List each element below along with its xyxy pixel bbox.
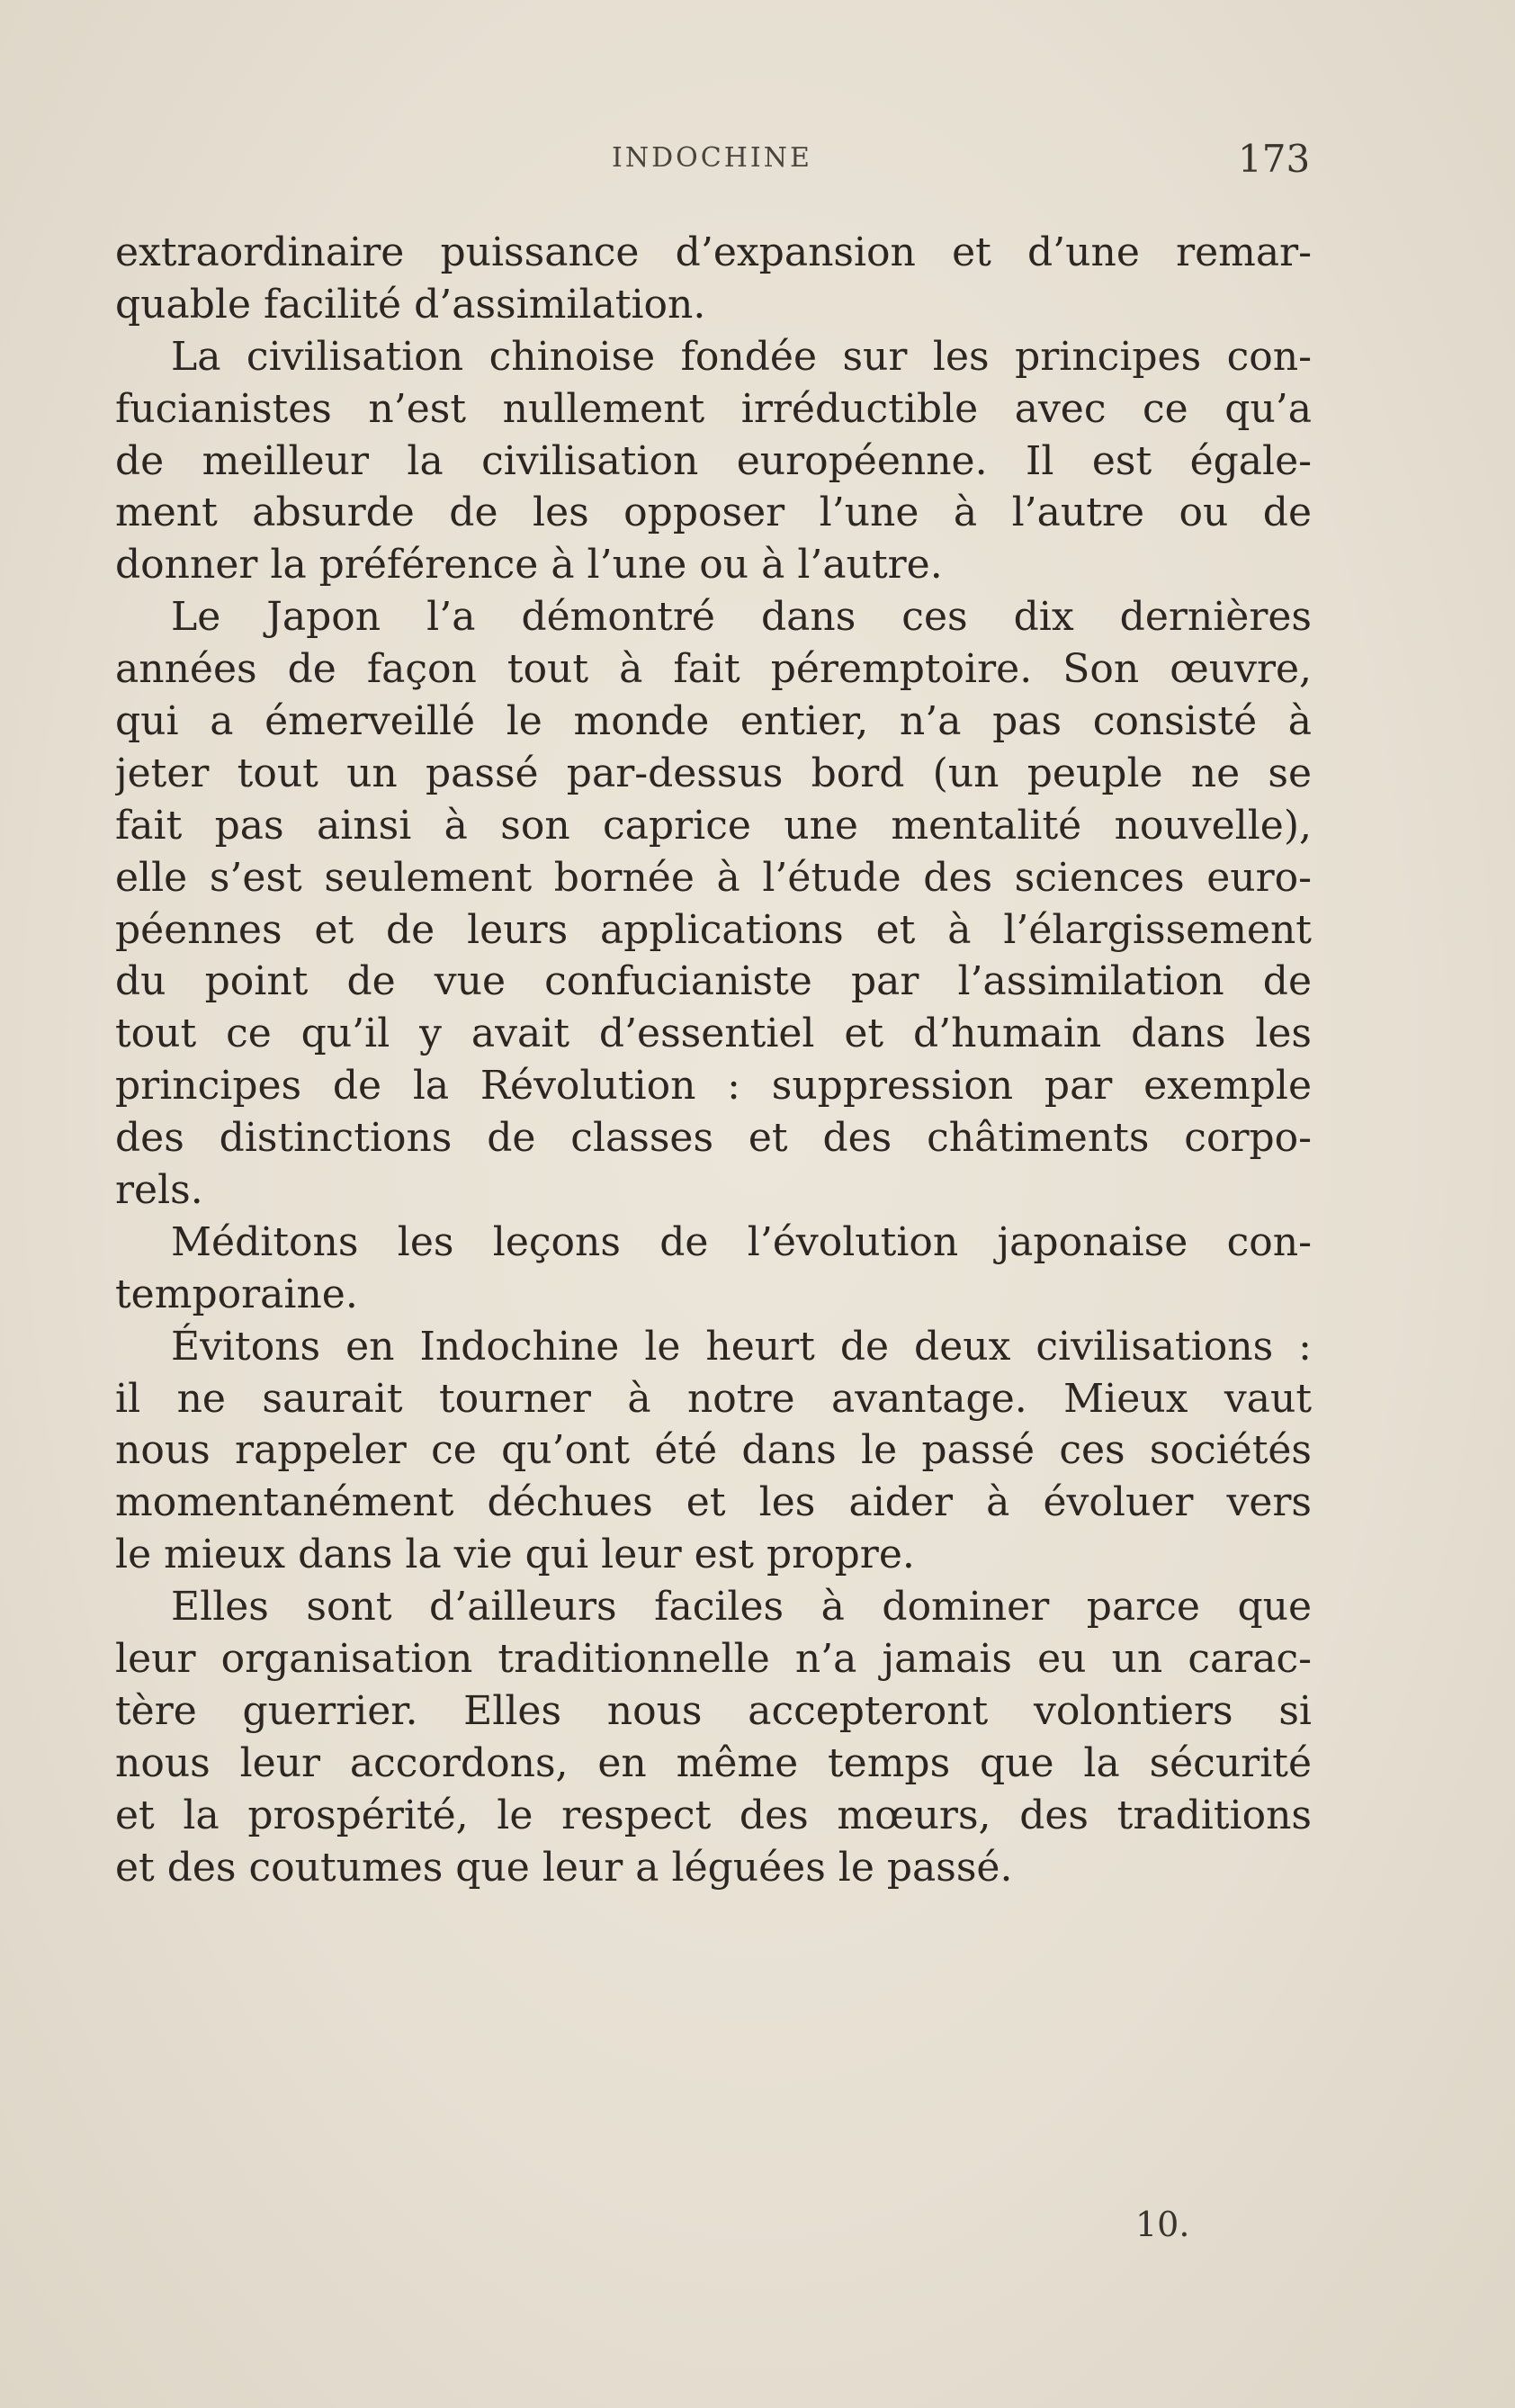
text-line: rels. <box>115 1167 203 1214</box>
text-line: elle s’est seulement bornée à l’étude des sciences euro- <box>115 854 1312 901</box>
text-line: donner la préférence à l’une ou à l’autre. <box>115 542 943 589</box>
text-line: il ne saurait tourner à notre avantage. Mieux vaut <box>115 1375 1312 1422</box>
text-line: Le Japon l’a démontré dans ces dix dernières <box>171 594 1312 641</box>
text-line: nous rappeler ce qu’ont été dans le passé ces sociétés <box>115 1427 1312 1474</box>
text-line: La civilisation chinoise fondée sur les principes con- <box>171 333 1312 380</box>
text-line: et des coutumes que leur a léguées le passé. <box>115 1844 1013 1891</box>
text-line: temporaine. <box>115 1271 358 1317</box>
text-line: qui a émerveillé le monde entier, n’a pas consisté à <box>115 698 1312 745</box>
text-line: principes de la Révolution : suppression par exemple <box>115 1063 1312 1110</box>
page-number: 173 <box>1238 137 1311 181</box>
text-line: fucianistes n’est nullement irréductible avec ce qu’a <box>115 385 1312 432</box>
text-line: le mieux dans la vie qui leur est propre. <box>115 1532 915 1578</box>
text-line: extraordinaire puissance d’expansion et d’une remar- <box>115 229 1312 275</box>
signature-mark: 10. <box>1135 2205 1190 2244</box>
text-line: tère guerrier. Elles nous accepteront volontiers si <box>115 1687 1312 1734</box>
text-line: Méditons les leçons de l’évolution japonaise con- <box>171 1218 1312 1265</box>
running-head <box>0 137 1515 187</box>
text-line: des distinctions de classes et des châtiments corpo- <box>115 1115 1312 1162</box>
text-line: Évitons en Indochine le heurt de deux civilisations : <box>171 1323 1312 1370</box>
text-line: fait pas ainsi à son caprice une mentalité nouvelle), <box>115 802 1312 849</box>
text-line: tout ce qu’il y avait d’essentiel et d’humain dans les <box>115 1011 1312 1057</box>
text-line: quable facilité d’assimilation. <box>115 281 706 328</box>
text-line: nous leur accordons, en même temps que la sécurité <box>115 1739 1312 1786</box>
text-line: momentanément déchues et les aider à évoluer vers <box>115 1479 1312 1526</box>
text-line: de meilleur la civilisation européenne. Il est égale- <box>115 437 1312 484</box>
text-line: Elles sont d’ailleurs faciles à dominer parce que <box>171 1584 1312 1631</box>
text-line: ment absurde de les opposer l’une à l’autre ou de <box>115 490 1312 536</box>
text-line: péennes et de leurs applications et à l’élargissement <box>115 906 1312 953</box>
text-line: du point de vue confucianiste par l’assimilation de <box>115 958 1312 1005</box>
text-line: jeter tout un passé par-dessus bord (un peuple ne se <box>115 750 1312 796</box>
text-line: et la prospérité, le respect des mœurs, des traditions <box>115 1792 1312 1838</box>
running-title: INDOCHINE <box>612 142 812 174</box>
text-line: leur organisation traditionnelle n’a jamais eu un carac- <box>115 1636 1312 1683</box>
body-text <box>115 227 1312 1894</box>
text-line: années de façon tout à fait péremptoire. Son œuvre, <box>115 646 1312 693</box>
